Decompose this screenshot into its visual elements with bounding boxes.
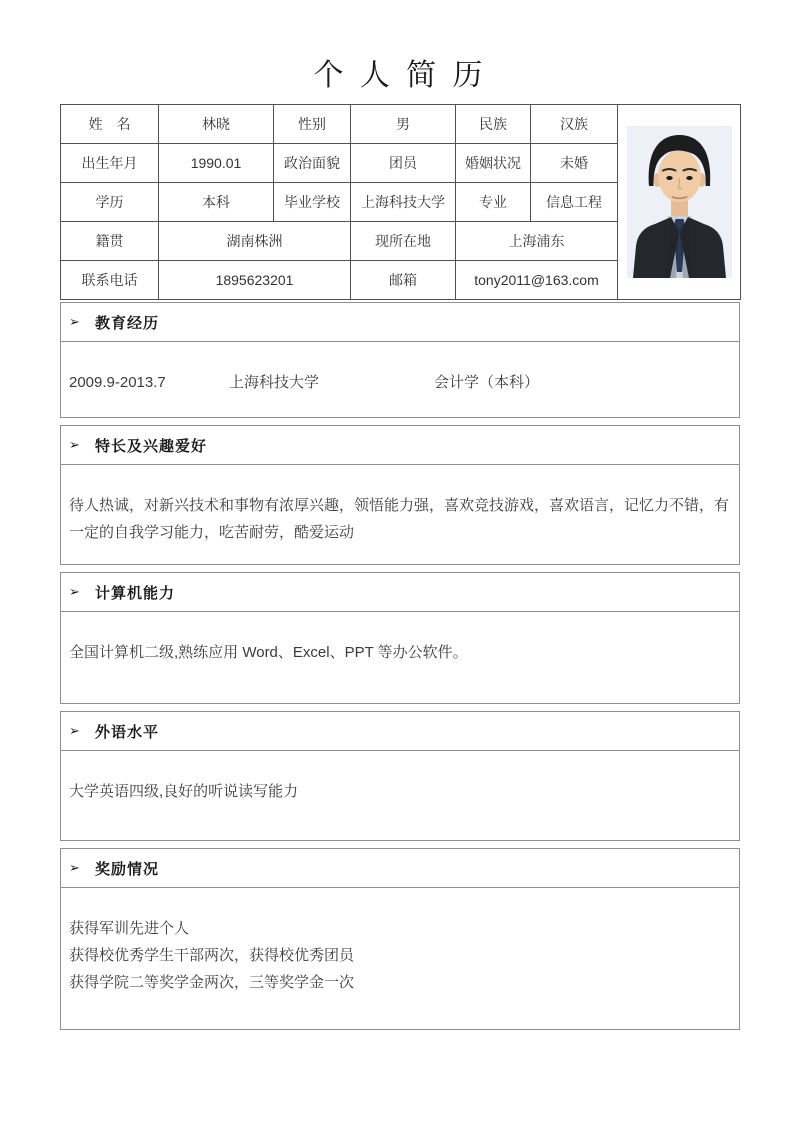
email-label: 邮箱: [351, 261, 456, 300]
section-strengths: [60, 425, 740, 565]
hometown-value: 湖南株洲: [159, 222, 351, 261]
email-value: tony2011@163.com: [456, 261, 618, 300]
personal-info-table: [60, 104, 741, 300]
section-header: [60, 848, 740, 888]
major-label: 专业: [456, 183, 531, 222]
section-title: 特长及兴趣爱好: [95, 437, 208, 455]
gender-label: 性别: [274, 105, 351, 144]
political-status-value: 团员: [351, 144, 456, 183]
ethnicity-value: 汉族: [531, 105, 618, 144]
content-line: 获得军训先进个人: [69, 920, 190, 937]
major-value: 信息工程: [531, 183, 618, 222]
section-computer-skills: [60, 572, 740, 704]
gender-value: 男: [351, 105, 456, 144]
section-language-skills: [60, 711, 740, 841]
section-title: 计算机能力: [95, 584, 176, 602]
school-value: 上海科技大学: [351, 183, 456, 222]
page-title: 个 人 简 历: [313, 59, 487, 92]
degree-value: 本科: [159, 183, 274, 222]
arrow-bullet-icon: ➢: [69, 437, 80, 452]
education-entry: [69, 369, 729, 396]
section-awards: [60, 848, 740, 1030]
education-school: 上海科技大学: [229, 374, 320, 391]
section-content: [60, 342, 740, 418]
phone-value: 1895623201: [159, 261, 351, 300]
section-content: [60, 465, 740, 565]
applicant-photo: [627, 126, 732, 278]
school-label: 毕业学校: [274, 183, 351, 222]
content-line: 获得校优秀学生干部两次，获得校优秀团员: [69, 947, 355, 964]
section-header: [60, 711, 740, 751]
phone-label: 联系电话: [61, 261, 159, 300]
section-content: [60, 751, 740, 841]
education-period: 2009.9-2013.7: [69, 374, 166, 391]
location-value: 上海浦东: [456, 222, 618, 261]
section-education: [60, 302, 740, 418]
ethnicity-label: 民族: [456, 105, 531, 144]
section-content: [60, 612, 740, 704]
arrow-bullet-icon: ➢: [69, 314, 80, 329]
content-line: 大学英语四级,良好的听说读写能力: [69, 783, 299, 800]
marital-status-value: 未婚: [531, 144, 618, 183]
political-status-label: 政治面貌: [274, 144, 351, 183]
section-header: [60, 425, 740, 465]
arrow-bullet-icon: ➢: [69, 584, 80, 599]
birth-value: 1990.01: [159, 144, 274, 183]
content-line: 全国计算机二级,熟练应用 Word、Excel、PPT 等办公软件。: [69, 644, 468, 661]
section-header: [60, 572, 740, 612]
birth-label: 出生年月: [61, 144, 159, 183]
location-label: 现所在地: [351, 222, 456, 261]
arrow-bullet-icon: ➢: [69, 860, 80, 875]
degree-label: 学历: [61, 183, 159, 222]
name-value: 林晓: [159, 105, 274, 144]
content-line: 待人热诚，对新兴技术和事物有浓厚兴趣，领悟能力强，喜欢竞技游戏，喜欢语言，记忆力不错，有一定的自我学习能力，吃苦耐劳，酷爱运动: [69, 497, 730, 541]
section-header: [60, 302, 740, 342]
section-title: 教育经历: [95, 314, 160, 332]
section-title: 外语水平: [95, 723, 160, 741]
name-label: 姓 名: [61, 105, 159, 144]
photo-cell: [618, 105, 741, 300]
table-row: [61, 105, 741, 144]
arrow-bullet-icon: ➢: [69, 723, 80, 738]
hometown-label: 籍贯: [61, 222, 159, 261]
marital-status-label: 婚姻状况: [456, 144, 531, 183]
section-content: [60, 888, 740, 1030]
section-title: 奖励情况: [95, 860, 160, 878]
content-line: 获得学院二等奖学金两次，三等奖学金一次: [69, 974, 355, 991]
education-major: 会计学（本科）: [434, 374, 540, 391]
